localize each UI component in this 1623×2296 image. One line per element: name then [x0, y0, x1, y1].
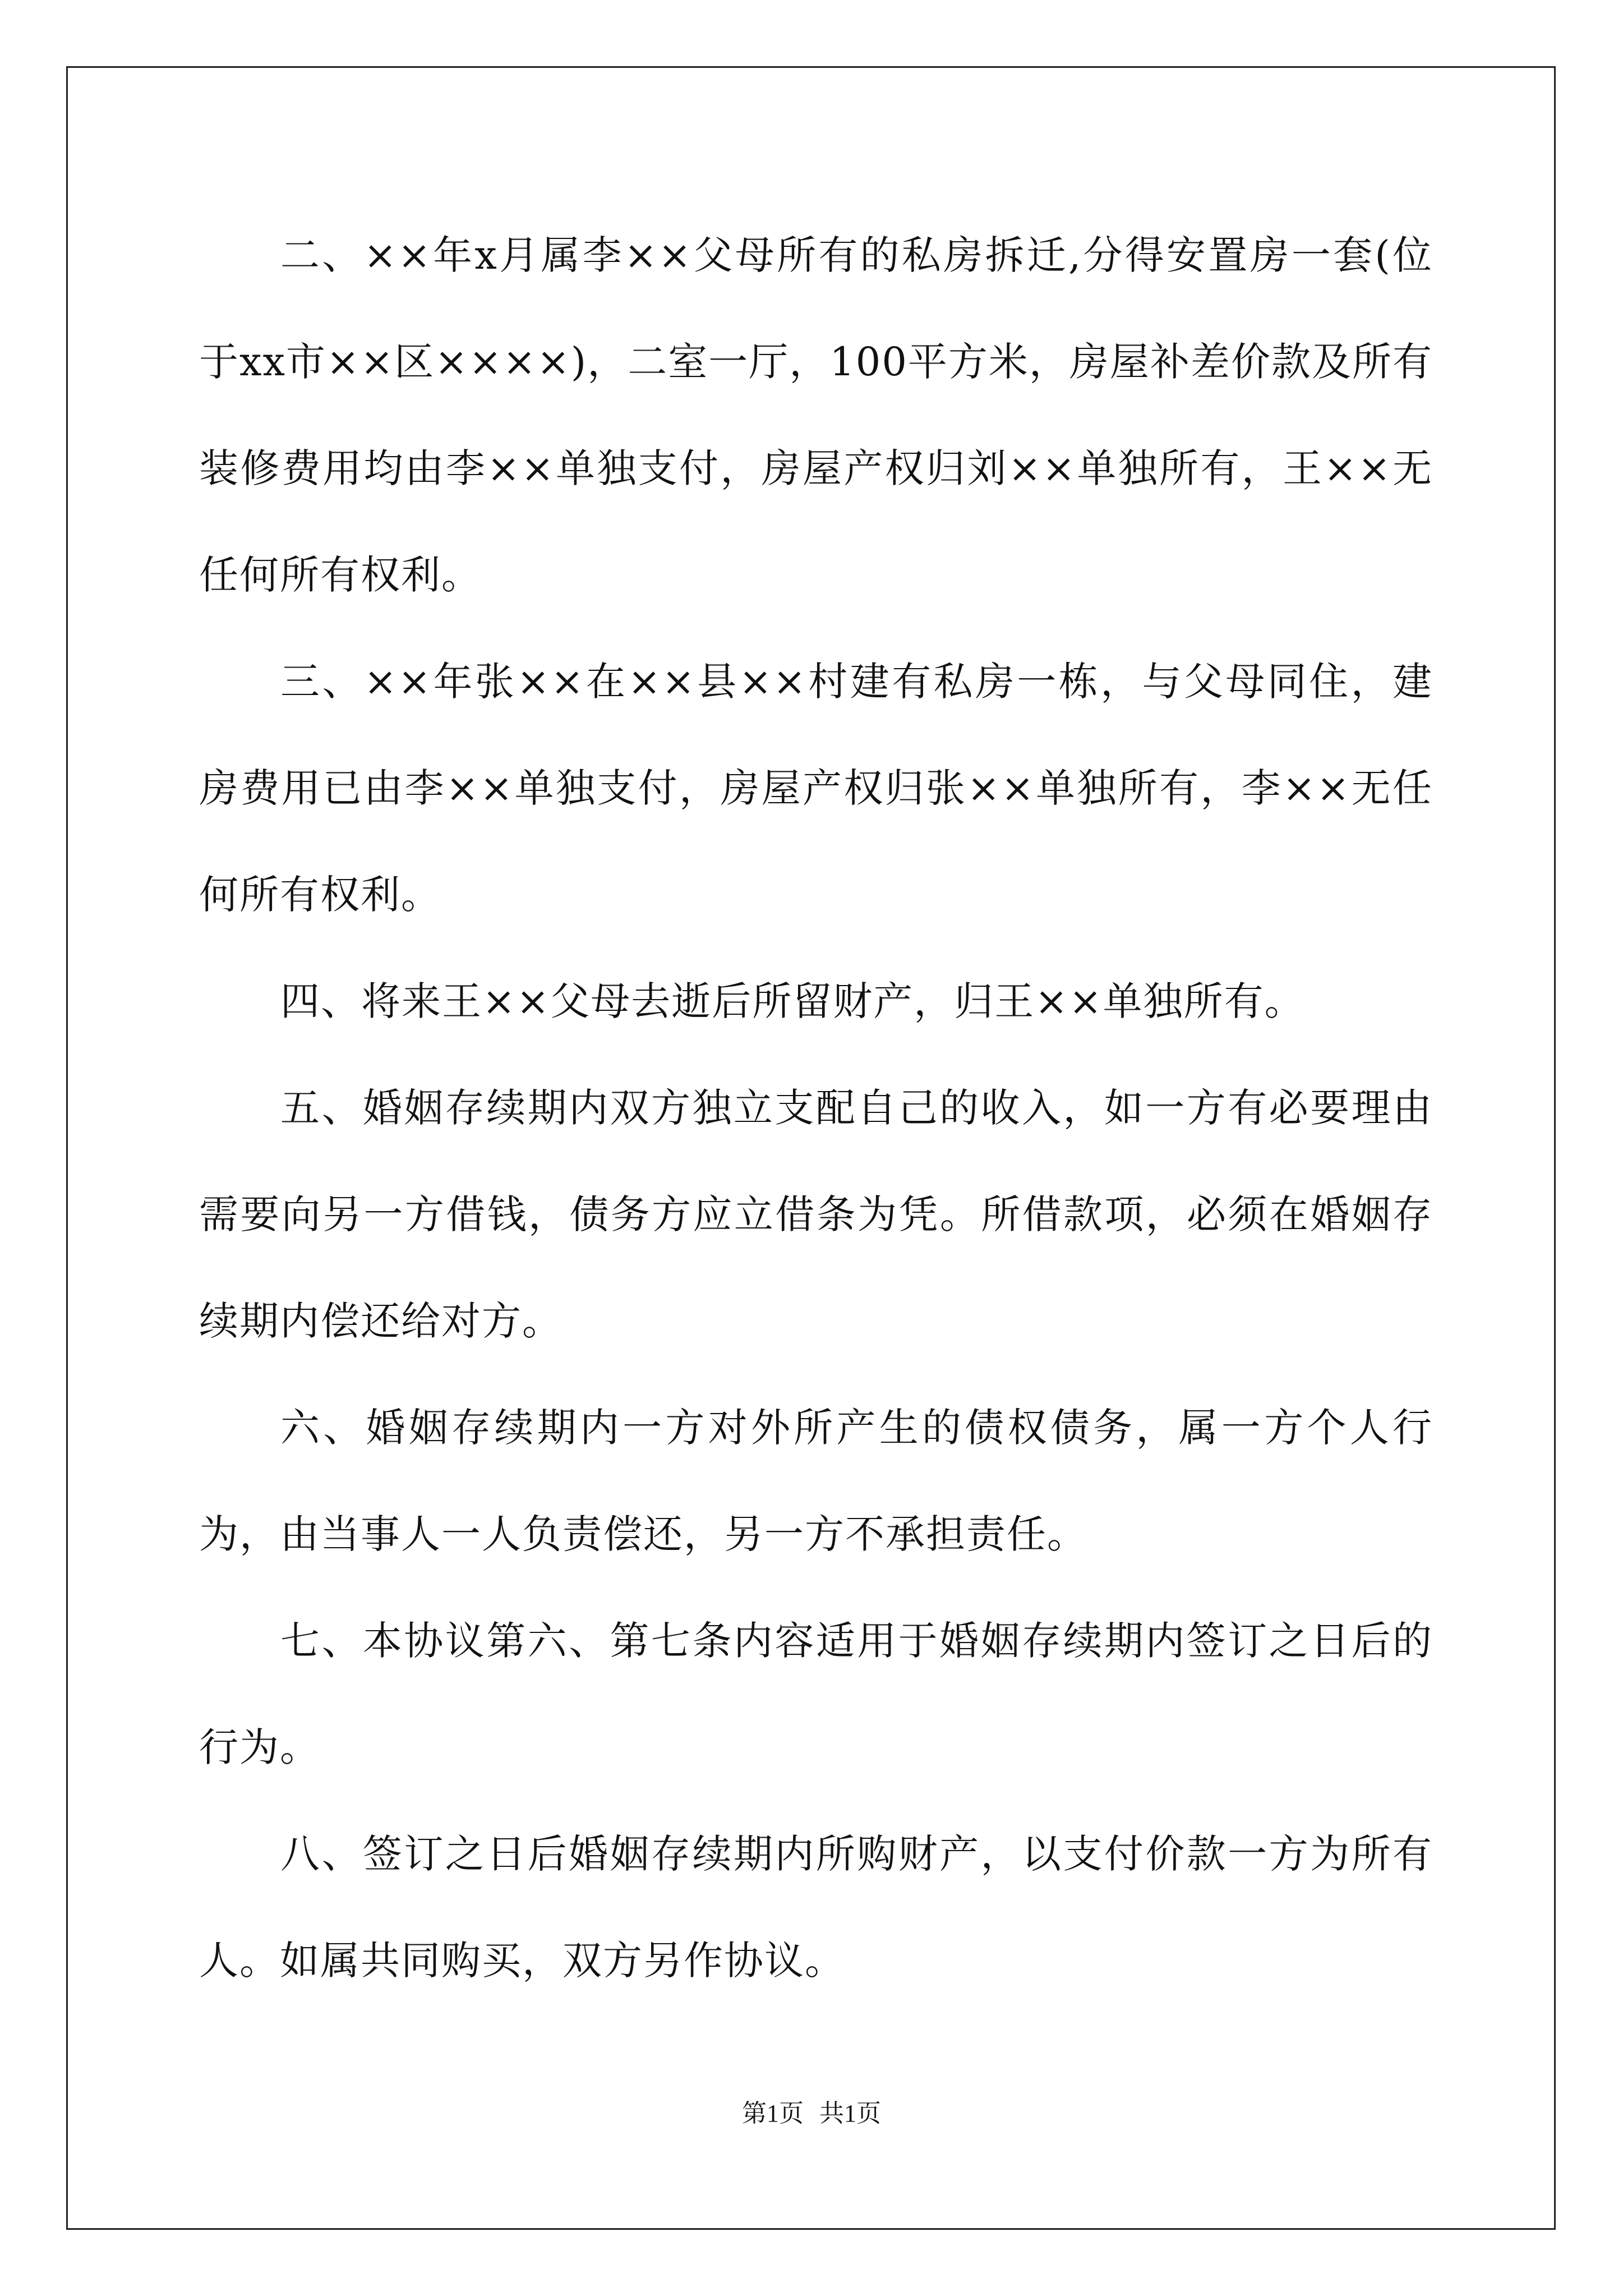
paragraph-clause-8: 八、签订之日后婚姻存续期内所购财产，以支付价款一方为所有人。如属共同购买，双方另作协议。 [199, 1831, 1433, 1984]
page-footer [0, 2097, 1623, 2131]
paragraph-clause-3: 三、××年张××在××县××村建有私房一栋，与父母同住，建房费用已由李××单独支付，房屋产权归张××单独所有，李××无任何所有权利。 [199, 659, 1433, 918]
paragraph-clause-2: 二、××年x月属李××父母所有的私房拆迁,分得安置房一套(位于xx市××区××××)，二室一厅，100平方米，房屋补差价款及所有装修费用均由李××单独支付，房屋产权归刘××单独所有，王××无任何所有权利。 [199, 232, 1433, 598]
page-number: 第1页 [742, 2100, 804, 2127]
page-total: 共1页 [819, 2100, 881, 2127]
paragraph-clause-6: 六、婚姻存续期内一方对外所产生的债权债务，属一方个人行为，由当事人一人负责偿还，另一方不承担责任。 [199, 1405, 1433, 1557]
paragraph-clause-4: 四、将来王××父母去逝后所留财产，归王××单独所有。 [280, 978, 1305, 1024]
document-body [199, 202, 1433, 2014]
paragraph-clause-7: 七、本协议第六、第七条内容适用于婚姻存续期内签订之日后的行为。 [199, 1618, 1433, 1770]
paragraph-clause-5: 五、婚姻存续期内双方独立支配自己的收入，如一方有必要理由需要向另一方借钱，债务方应立借条为凭。所借款项，必须在婚姻存续期内偿还给对方。 [199, 1085, 1433, 1344]
